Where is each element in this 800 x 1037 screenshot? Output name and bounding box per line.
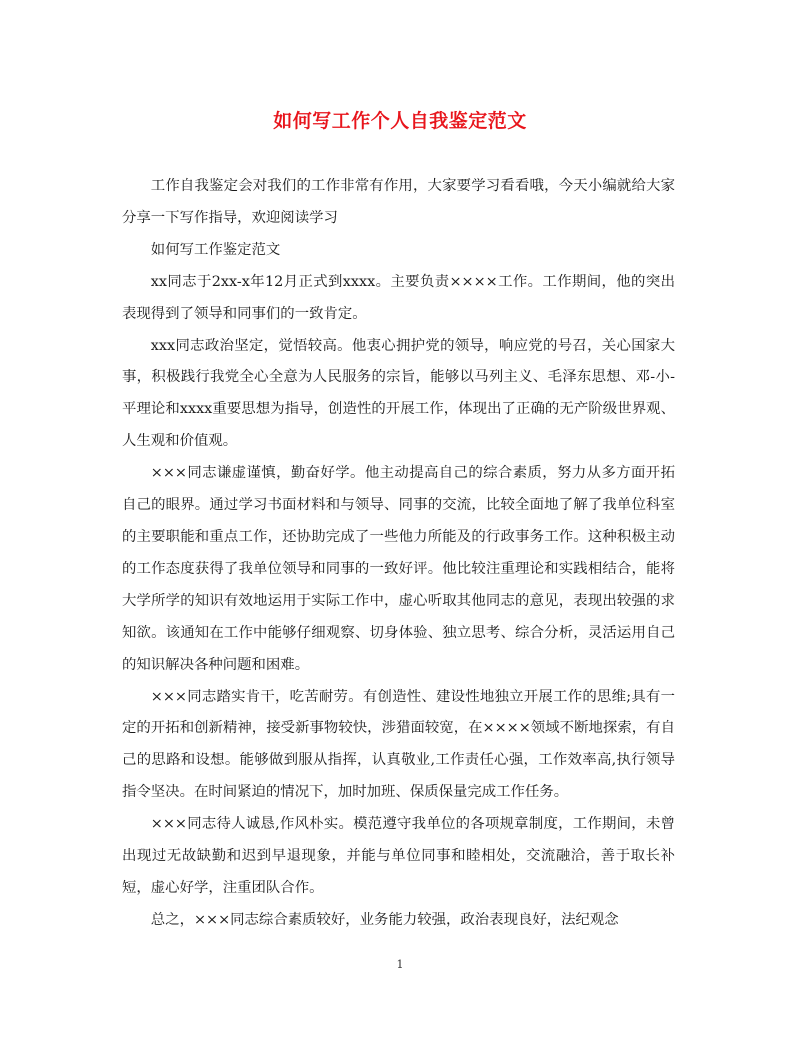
paragraph-work-ethic: ×××同志踏实肯干，吃苦耐劳。有创造性、建设性地独立开展工作的思维;具有一定的开拓和创新精神，接受新事物较快，涉猎面较宽，在××××领域不断地探索，有自己的思路和设想。能够做到服从指挥，认真敬业,工作责任心强，工作效率高,执行领导指令坚决。在时间紧迫的情况下，加时加班、保质保量完成工作任务。 [122,688,675,801]
paragraph-intro: 工作自我鉴定会对我们的工作非常有作用，大家要学习看看哦，今天小编就给大家分享一下写作指导，欢迎阅读学习 [122,178,675,226]
paragraph-subtitle: 如何写工作鉴定范文 [150,241,281,258]
paragraph-character: ×××同志待人诚恳,作风朴实。模范遵守我单位的各项规章制度，工作期间，未曾出现过无故缺勤和迟到早退现象，并能与单位同事和睦相处，交流融洽，善于取长补短，虚心好学，注重团队合作。 [122,816,675,896]
paragraph-employment: xx同志于2xx-x年12月正式到xxxx。主要负责××××工作。工作期间，他的突出表现得到了领导和同事们的一致肯定。 [122,273,675,322]
page-number: 1 [396,958,404,971]
document-body [122,171,675,937]
paragraph-summary: 总之，×××同志综合素质较好，业务能力较强，政治表现良好，法纪观念 [150,911,619,928]
paragraph-political: xxx同志政治坚定，觉悟较高。他衷心拥护党的领导，响应党的号召，关心国家大事，积极践行我党全心全意为人民服务的宗旨，能够以马列主义、毛泽东思想、邓-小-平理论和xxxx重要思想为指导，创造性的开展工作，体现出了正确的无产阶级世界观、人生观和价值观。 [122,337,675,450]
paragraph-study: ×××同志谦虚谨慎，勤奋好学。他主动提高自己的综合素质，努力从多方面开拓自己的眼界。通过学习书面材料和与领导、同事的交流，比较全面地了解了我单位科室的主要职能和重点工作，还协助完成了一些他力所能及的行政事务工作。这种积极主动的工作态度获得了我单位领导和同事的一致好评。他比较注重理论和实践相结合，能将大学所学的知识有效地运用于实际工作中，虚心听取其他同志的意见，表现出较强的求知欲。该通知在工作中能够仔细观察、切身体验、独立思考、综合分析，灵活运用自己的知识解决各种问题和困难。 [122,465,675,673]
document-title: 如何写工作个人自我鉴定范文 [273,110,527,132]
